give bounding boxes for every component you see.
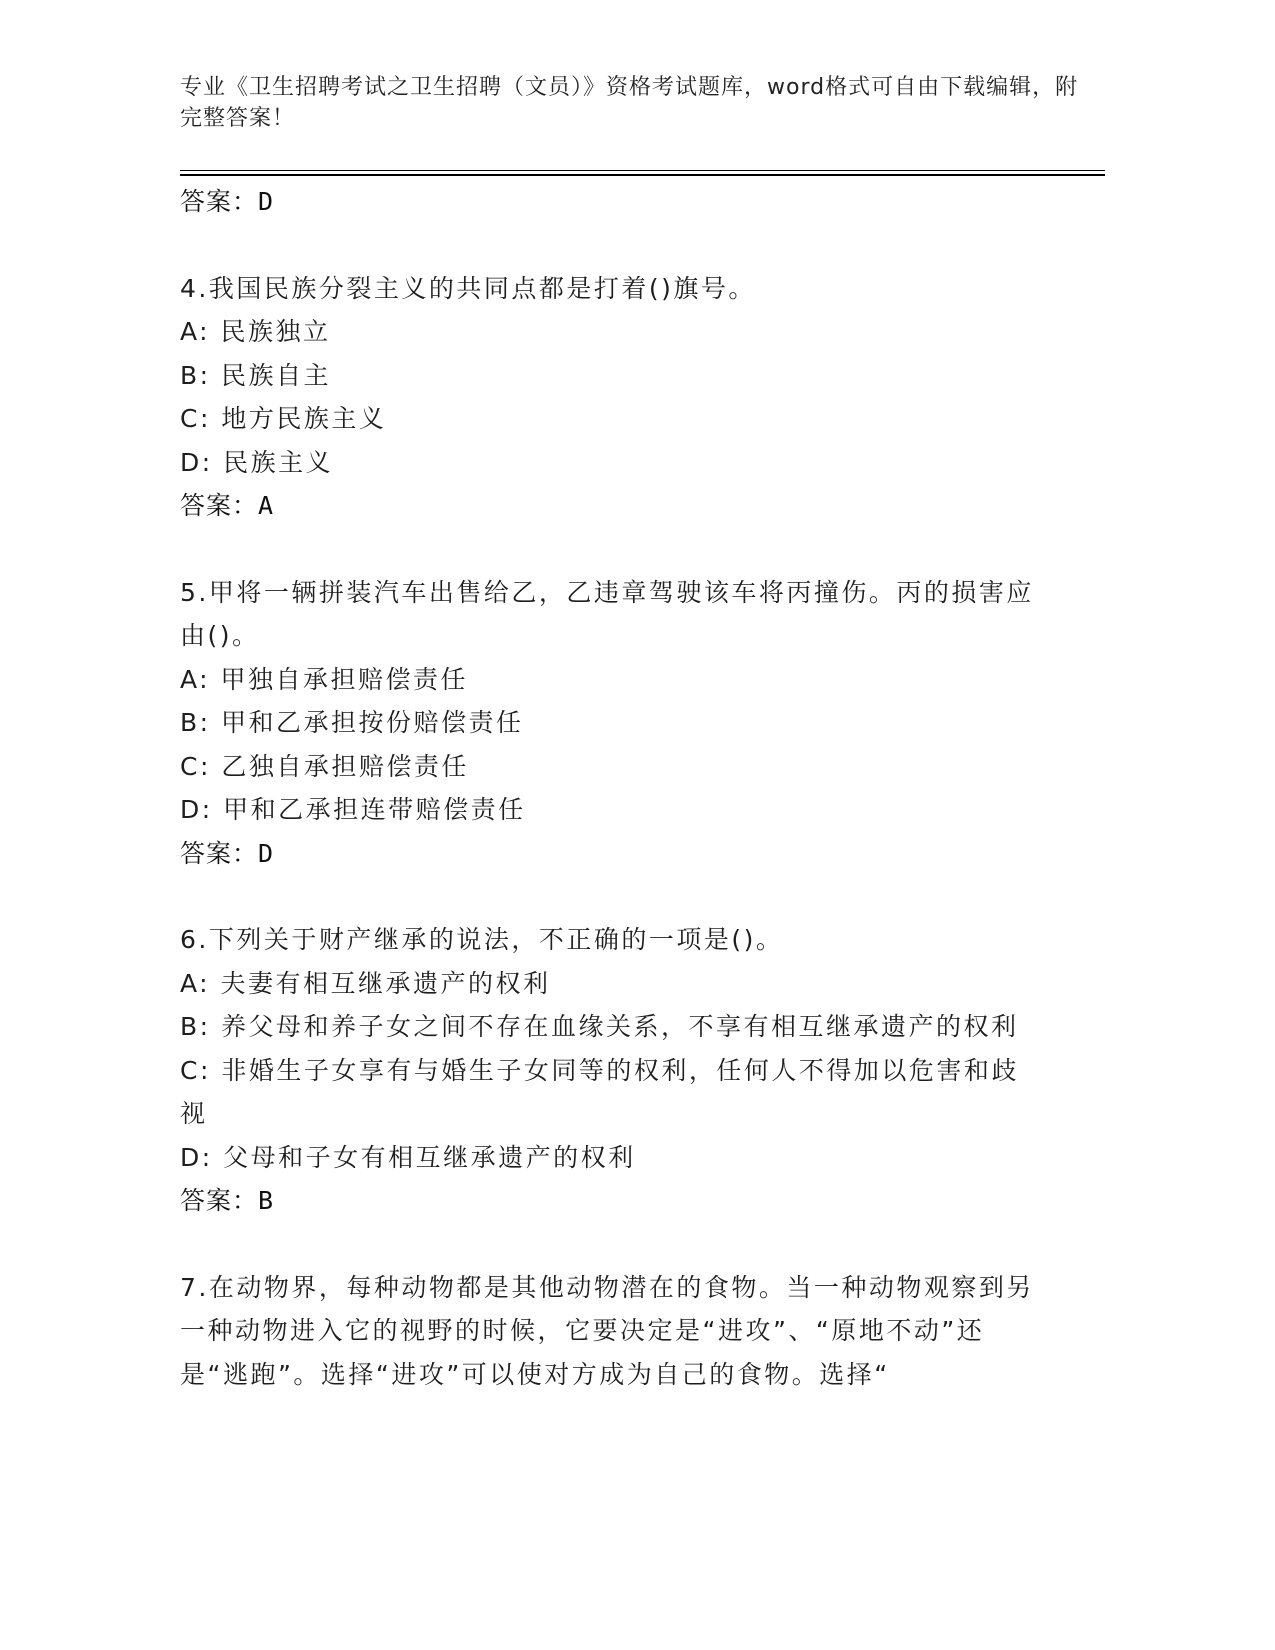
option-d: D: 甲和乙承担连带赔偿责任 [180,795,526,824]
answer-label: 答案： [180,187,259,216]
question-block [180,1266,1040,1397]
option-d: D: 民族主义 [180,447,334,477]
document-header: 专业《卫生招聘考试之卫生招聘（文员）》资格考试题库，word格式可自由下载编辑，附完整答案！ [180,75,1079,131]
option-a: A: 甲独自承担赔偿责任 [180,664,469,694]
answer-label: 答案： [180,491,259,520]
option-a: A: 夫妻有相互继承遗产的权利 [180,968,551,998]
option-b: B: 养父母和养子女之间不存在血缘关系，不享有相互继承遗产的权利 [180,1012,1019,1041]
question-stem: 5.甲将一辆拼装汽车出售给乙，乙违章驾驶该车将丙撞伤。丙的损害应由()。 [180,577,1034,650]
question-stem: 4.我国民族分裂主义的共同点都是打着()旗号。 [180,273,756,303]
answer-label: 答案： [180,1186,259,1215]
answer-line [180,180,1040,224]
answer-value: D [258,838,275,868]
answer-line [180,832,1040,876]
option-c: C: 地方民族主义 [180,404,387,433]
question-block [180,267,1040,528]
answer-value: D [258,187,275,216]
option-c: C: 乙独自承担赔偿责任 [180,751,469,781]
answer-value: A [258,491,275,520]
document-body [180,180,1040,1396]
answer-line [180,484,1040,528]
option-c: C: 非婚生子女享有与婚生子女同等的权利，任何人不得加以危害和歧视 [180,1055,1019,1128]
question-block [180,918,1040,1223]
option-a: A: 民族独立 [180,317,331,346]
header-rule-thin [180,170,1105,171]
question-block [180,571,1040,876]
option-b: B: 民族自主 [180,360,332,390]
option-b: B: 甲和乙承担按份赔偿责任 [180,708,524,737]
answer-value: B [258,1186,275,1215]
option-d: D: 父母和子女有相互继承遗产的权利 [180,1142,636,1172]
question-stem: 6.下列关于财产继承的说法，不正确的一项是()。 [180,925,784,954]
answer-label: 答案： [180,838,259,868]
question-stem: 7.在动物界，每种动物都是其他动物潜在的食物。当一种动物观察到另一种动物进入它的视野的时候，它要决定是“进攻”、“原地不动”还是“逃跑”。选择“进攻”可以使对方成为自己的食物。选择“ [180,1272,1034,1389]
header-rule-thick [180,174,1105,176]
answer-line [180,1179,1040,1223]
